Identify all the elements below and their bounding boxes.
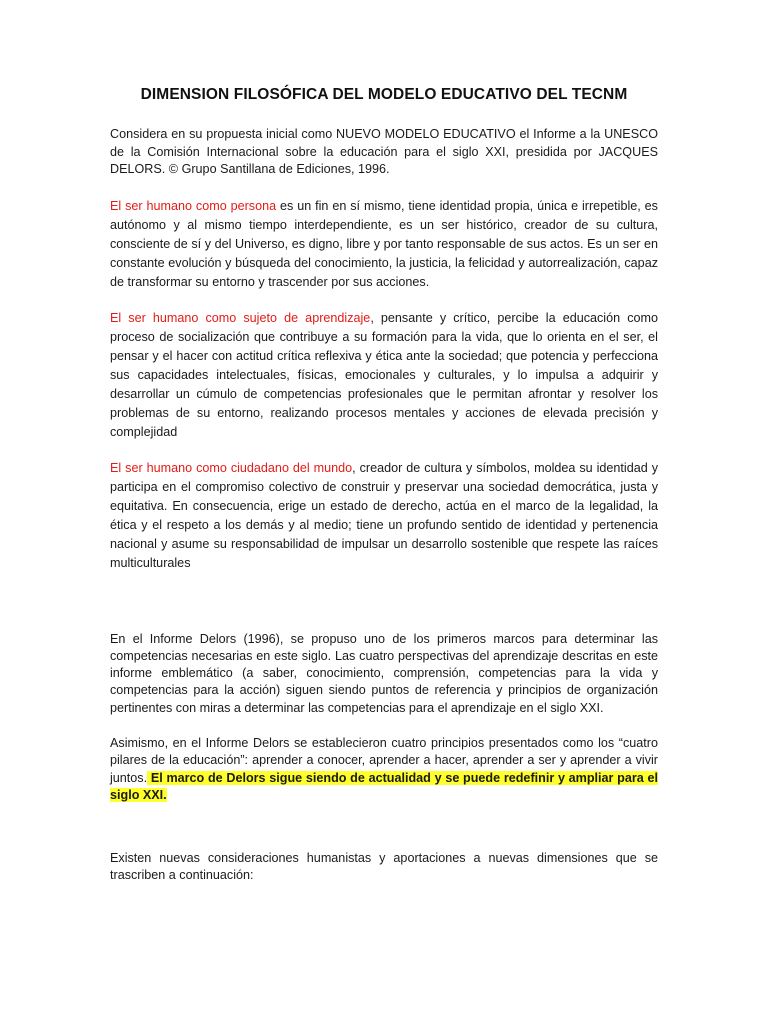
page-title: DIMENSION FILOSÓFICA DEL MODELO EDUCATIVO DEL TECNM bbox=[140, 86, 628, 103]
persona-paragraph bbox=[110, 197, 658, 292]
pilares-text: Asimismo, en el Informe Delors se establecieron cuatro principios presentados como los “cuatro pilares de la educación”: aprender a conocer, aprender a hacer, aprender a ser y aprender a vivir juntos. bbox=[110, 735, 658, 785]
delors-paragraph: En el Informe Delors (1996), se propuso uno de los primeros marcos para determinar las competencias necesarias en este siglo. Las cuatro perspectivas del aprendizaje descritas en este informe emblemático (a saber, conocimiento, comprensión, competencias para la vida y competencias para la acción) siguen siendo puntos de referencia y principios de organización pertinentes con miras a determinar las competencias para el aprendizaje en el siglo XXI. bbox=[110, 631, 658, 715]
sujeto-text: , pensante y crítico, percibe la educación como proceso de socialización que contribuye a su formación para la vida, que lo orienta en el ser, el pensar y el hacer con actitud crítica reflexiva y ética ante la sociedad; que potencia y perfecciona sus capacidades intelectuales, físicas, emocionales y culturales, y lo impulsa a adquirir y desarrollar un cúmulo de competencias profesionales que le permitan afrontar y resolver los problemas de su entorno, realizando procesos mentales y acciones de elevada precisión y complejidad bbox=[110, 310, 658, 439]
persona-lead: El ser humano como persona bbox=[110, 198, 277, 213]
sujeto-lead: El ser humano como sujeto de aprendizaje bbox=[110, 310, 371, 325]
closing-paragraph: Existen nuevas consideraciones humanistas y aportaciones a nuevas dimensiones que se trascriben a continuación: bbox=[110, 851, 658, 883]
document-page bbox=[110, 86, 658, 885]
intro-paragraph: Considera en su propuesta inicial como NUEVO MODELO EDUCATIVO el Informe a la UNESCO de la Comisión Internacional sobre la educación para el siglo XXI, presidida por JACQUES DELORS. © Grupo Santillana de Ediciones, 1996. bbox=[110, 127, 658, 176]
sujeto-paragraph bbox=[110, 309, 658, 442]
pilares-highlight: El marco de Delors sigue siendo de actualidad y se puede redefinir y ampliar para el siglo XXI. bbox=[110, 770, 658, 802]
persona-text: es un fin en sí mismo, tiene identidad propia, única e irrepetible, es autónomo y al mismo tiempo interdependiente, es un ser histórico, creador de su cultura, consciente de sí y del Universo, es digno, libre y por tanto responsable de sus actos. Es un ser en constante evolución y búsqueda del conocimiento, la justicia, la felicidad y autorrealización, capaz de transformar su entorno y trascender por sus acciones. bbox=[110, 198, 658, 289]
ciudadano-text: , creador de cultura y símbolos, moldea su identidad y participa en el compromiso colectivo de construir y preservar una sociedad democrática, justa y equitativa. En consecuencia, erige un estado de derecho, actúa en el marco de la legalidad, la ética y el respeto a los demás y al medio; tiene un profundo sentido de identidad y pertenencia nacional y asume su responsabilidad de impulsar un desarrollo sostenible que respete las raíces multiculturales bbox=[110, 460, 658, 570]
pilares-paragraph bbox=[110, 735, 658, 804]
ciudadano-lead: El ser humano como ciudadano del mundo bbox=[110, 460, 353, 475]
ciudadano-paragraph bbox=[110, 459, 658, 573]
